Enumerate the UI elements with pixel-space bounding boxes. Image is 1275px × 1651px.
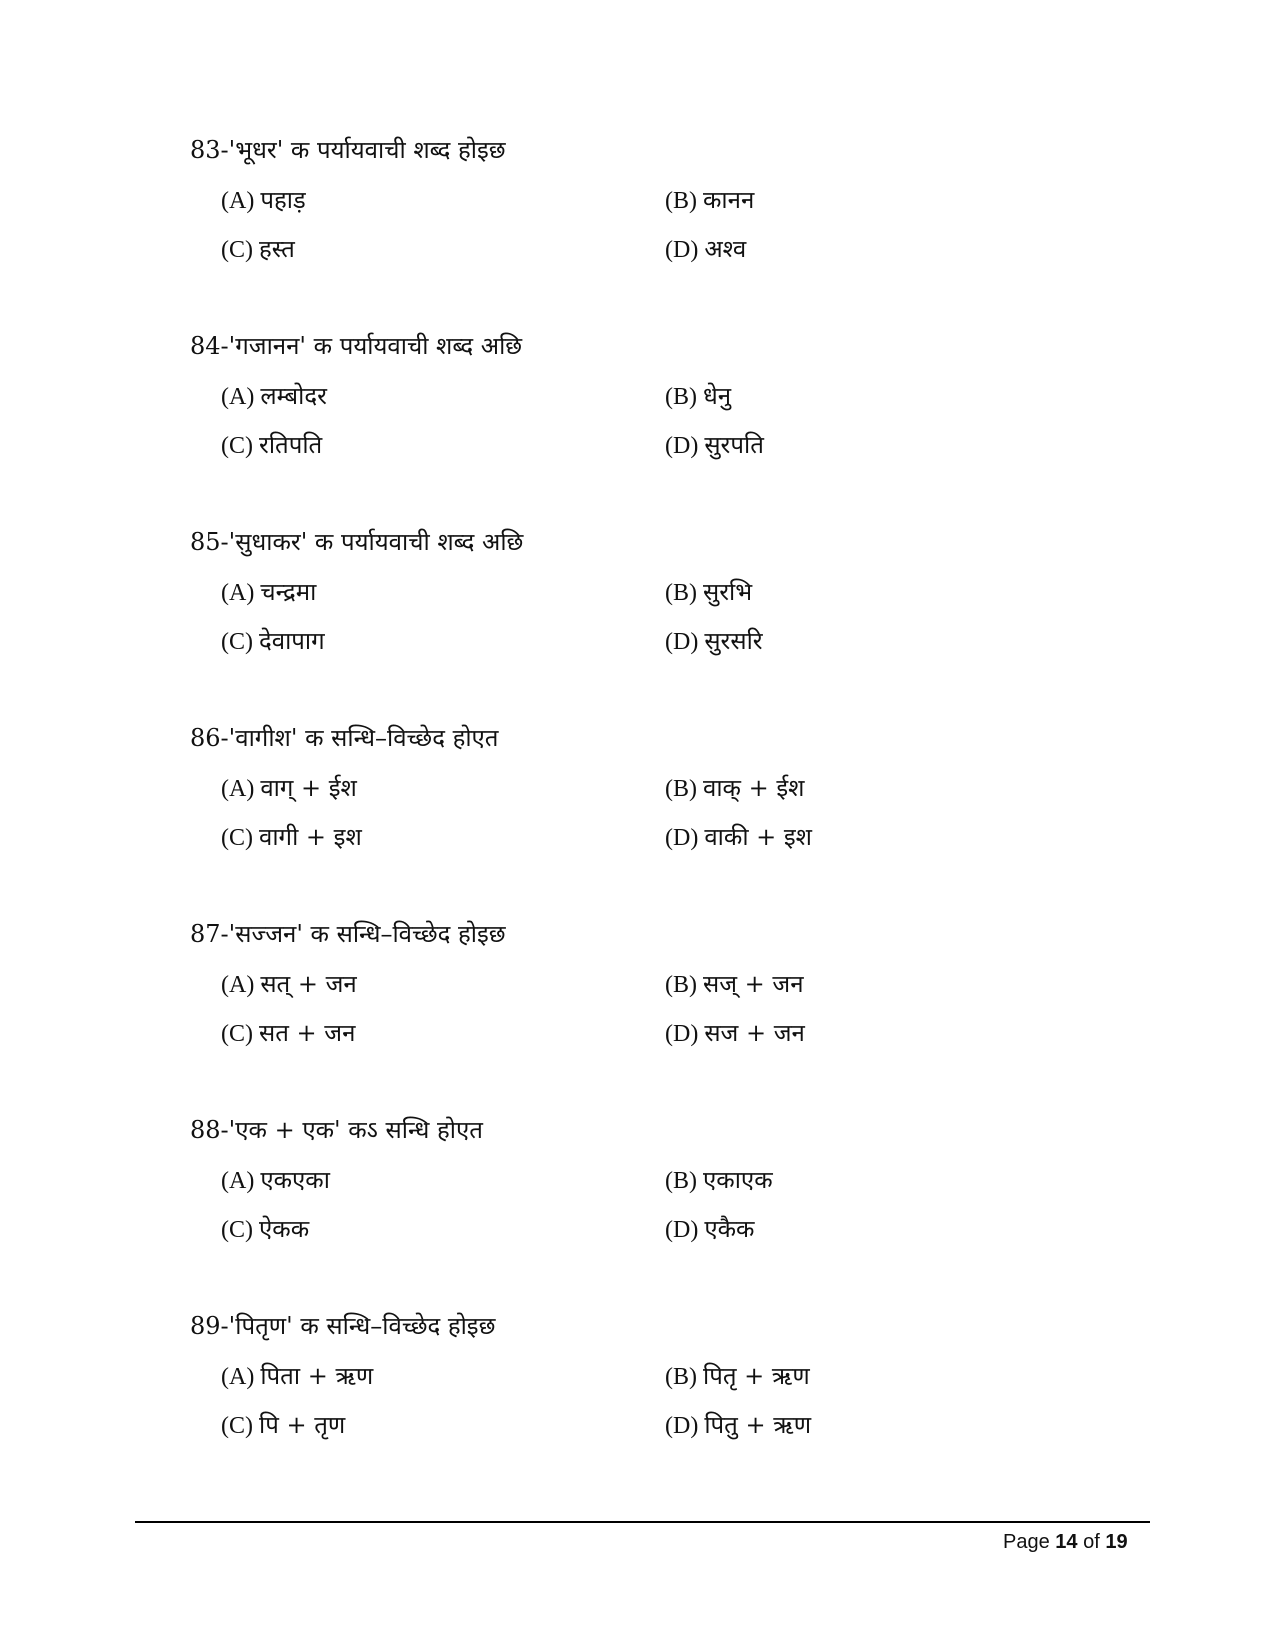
option-c: [221, 234, 295, 265]
option-letter: (D): [665, 1217, 699, 1243]
question-83: [0, 135, 1275, 295]
option-letter: (A): [221, 384, 255, 410]
option-letter: (D): [665, 825, 699, 851]
option-letter: (C): [221, 1217, 253, 1243]
option-letter: (D): [665, 1021, 699, 1047]
option-b: [665, 1165, 773, 1196]
question-title: 86-'वागीश' क सन्धि–विच्छेद होएत: [190, 724, 499, 752]
option-c: [221, 626, 325, 657]
option-a: [221, 381, 327, 412]
option-letter: (D): [665, 433, 699, 459]
option-letter: (A): [221, 1364, 255, 1390]
option-text: सज + जन: [704, 1019, 805, 1047]
option-letter: (B): [665, 776, 697, 802]
option-a: [221, 969, 357, 1000]
question-title: 84-'गजानन' क पर्यायवाची शब्द अछि: [190, 332, 523, 360]
option-a: [221, 577, 316, 608]
question-85: [0, 527, 1275, 687]
page-number: [1003, 1530, 1128, 1554]
option-text: सुरसरि: [704, 627, 763, 655]
option-a: [221, 1361, 373, 1392]
option-letter: (B): [665, 1364, 697, 1390]
option-d: [665, 1410, 811, 1441]
option-b: [665, 185, 754, 216]
question-title: 87-'सज्जन' क सन्धि–विच्छेद होइछ: [190, 920, 506, 948]
option-d: [665, 234, 746, 265]
option-b: [665, 969, 804, 1000]
option-c: [221, 430, 322, 461]
option-letter: (C): [221, 825, 253, 851]
footer-divider: [135, 1521, 1150, 1523]
option-text: सत् + जन: [260, 970, 357, 998]
option-letter: (D): [665, 237, 699, 263]
question-title: 89-'पितृण' क सन्धि–विच्छेद होइछ: [190, 1312, 496, 1340]
option-a: [221, 185, 306, 216]
option-letter: (B): [665, 580, 697, 606]
option-a: [221, 1165, 330, 1196]
option-letter: (A): [221, 972, 255, 998]
option-letter: (B): [665, 972, 697, 998]
option-c: [221, 1018, 355, 1049]
option-d: [665, 626, 763, 657]
option-text: पितु + ऋण: [704, 1411, 812, 1439]
option-letter: (C): [221, 1021, 253, 1047]
total-pages: 19: [1105, 1531, 1128, 1553]
question-86: [0, 723, 1275, 883]
option-c: [221, 822, 362, 853]
option-b: [665, 773, 804, 804]
option-letter: (C): [221, 629, 253, 655]
option-letter: (D): [665, 1413, 699, 1439]
question-88: [0, 1115, 1275, 1275]
question-title: 83-'भूधर' क पर्यायवाची शब्द होइछ: [190, 136, 506, 164]
question-89: [0, 1311, 1275, 1471]
option-text: पहाड़: [260, 186, 306, 214]
option-b: [665, 381, 731, 412]
option-text: अश्व: [704, 235, 747, 263]
option-letter: (C): [221, 433, 253, 459]
option-letter: (B): [665, 1168, 697, 1194]
option-letter: (A): [221, 188, 255, 214]
option-text: सुरपति: [704, 431, 764, 459]
option-text: सत + जन: [259, 1019, 356, 1047]
option-text: कानन: [703, 186, 755, 214]
option-text: वाक् + ईश: [703, 774, 805, 802]
option-text: धेनु: [703, 382, 732, 410]
option-letter: (C): [221, 237, 253, 263]
option-text: वागी + इश: [259, 823, 362, 851]
option-text: वाग् + ईश: [260, 774, 357, 802]
option-letter: (B): [665, 384, 697, 410]
option-b: [665, 577, 752, 608]
option-text: रतिपति: [259, 431, 323, 459]
option-letter: (C): [221, 1413, 253, 1439]
option-b: [665, 1361, 810, 1392]
option-text: पि + तृण: [259, 1411, 346, 1439]
option-text: देवापाग: [259, 627, 325, 655]
option-a: [221, 773, 357, 804]
option-d: [665, 1018, 805, 1049]
page-label: Page: [1003, 1531, 1050, 1553]
option-text: पितृ + ऋण: [703, 1362, 810, 1390]
option-c: [221, 1214, 309, 1245]
option-text: एकैक: [704, 1215, 755, 1243]
of-label: of: [1083, 1531, 1100, 1553]
option-letter: (B): [665, 188, 697, 214]
option-text: पिता + ऋण: [260, 1362, 374, 1390]
option-text: ऐकक: [259, 1215, 310, 1243]
option-letter: (A): [221, 1168, 255, 1194]
question-87: [0, 919, 1275, 1079]
option-letter: (A): [221, 776, 255, 802]
option-d: [665, 430, 764, 461]
option-d: [665, 822, 812, 853]
option-d: [665, 1214, 754, 1245]
option-text: वाकी + इश: [704, 823, 813, 851]
option-c: [221, 1410, 345, 1441]
option-text: एकएका: [260, 1166, 330, 1194]
option-text: हस्त: [259, 235, 295, 263]
option-text: लम्बोदर: [260, 382, 327, 410]
option-text: सुरभि: [703, 578, 753, 606]
option-text: सज् + जन: [703, 970, 804, 998]
option-text: चन्द्रमा: [260, 578, 317, 606]
question-title: 85-'सुधाकर' क पर्यायवाची शब्द अछि: [190, 528, 524, 556]
option-letter: (D): [665, 629, 699, 655]
question-84: [0, 331, 1275, 491]
question-title: 88-'एक + एक' कऽ सन्धि होएत: [190, 1116, 483, 1144]
option-text: एकाएक: [703, 1166, 773, 1194]
current-page: 14: [1055, 1531, 1078, 1553]
option-letter: (A): [221, 580, 255, 606]
